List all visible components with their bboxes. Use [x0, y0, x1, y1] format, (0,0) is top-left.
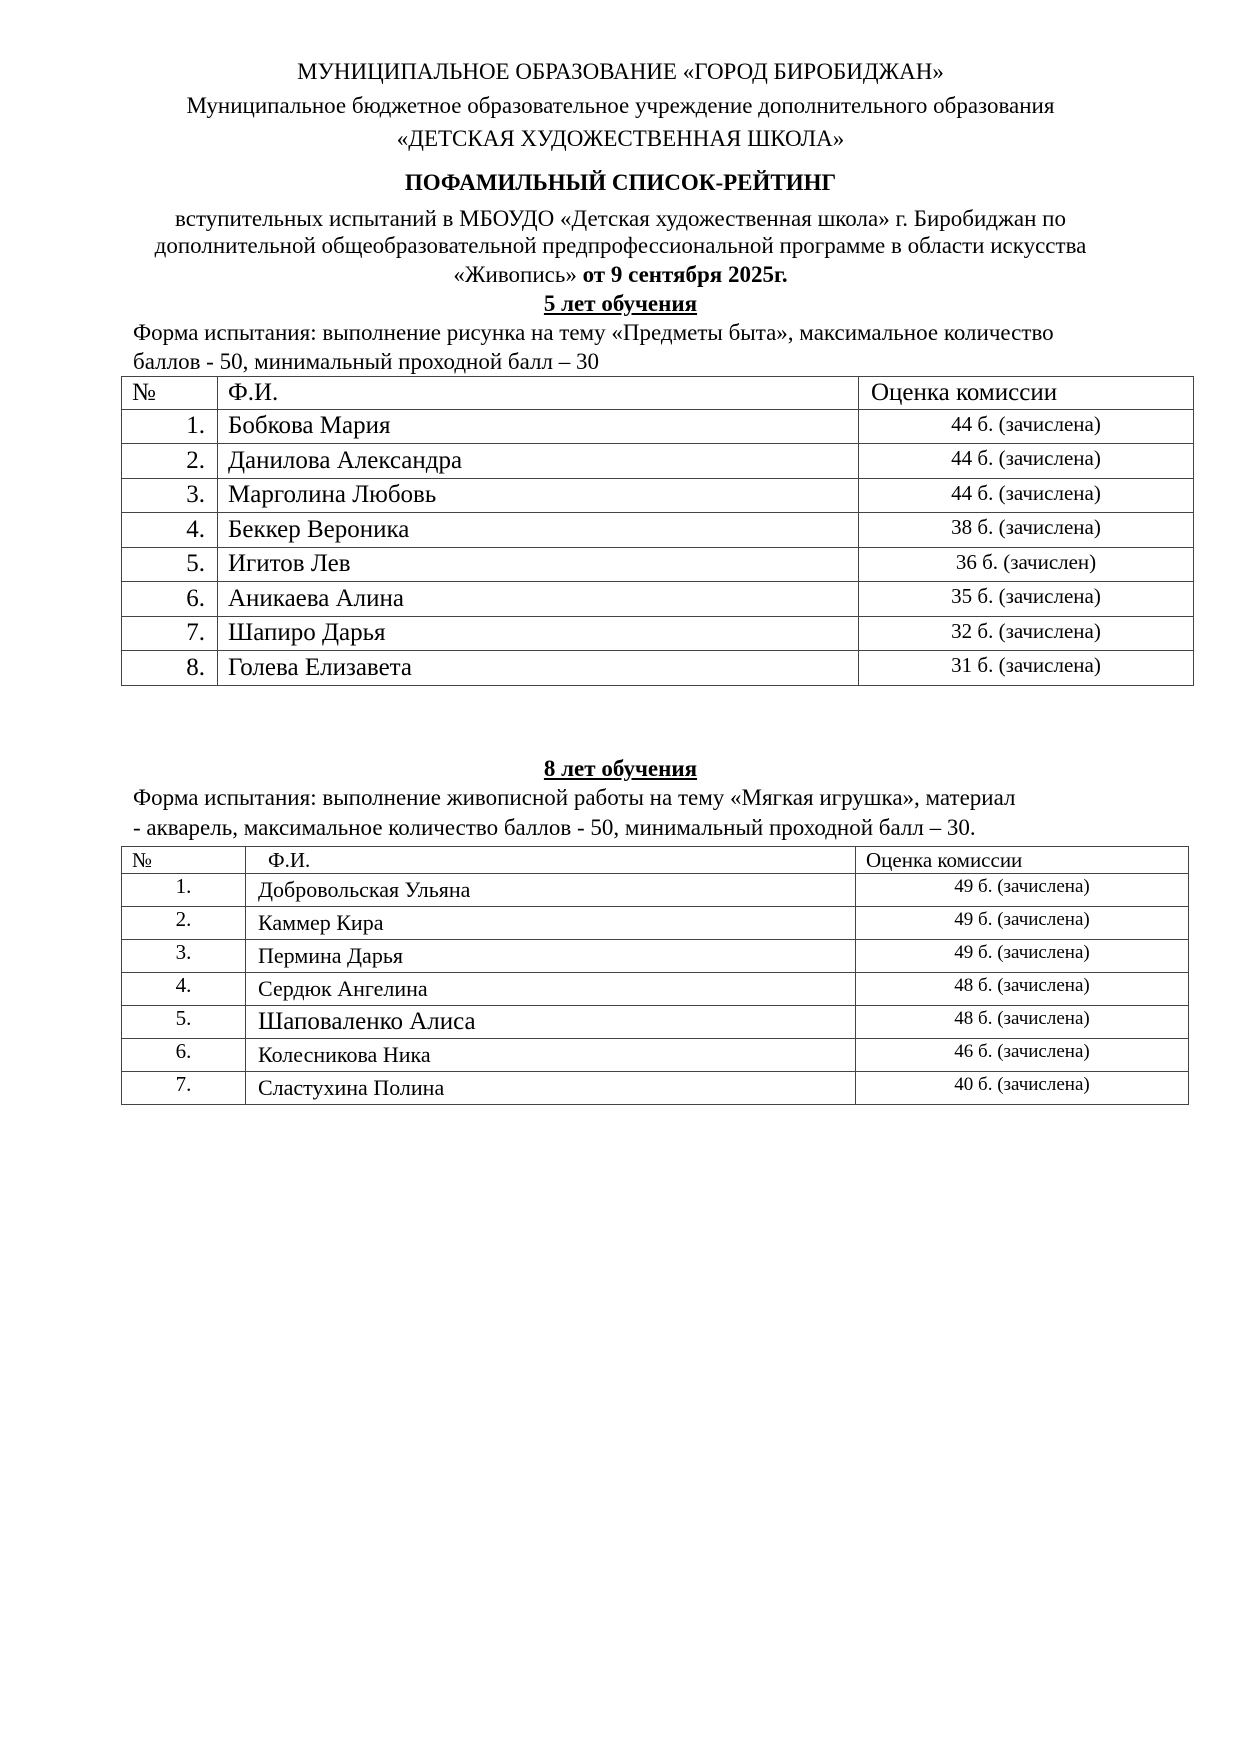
student-name: Игитов Лев: [218, 547, 859, 582]
student-score: 46 б. (зачислена): [856, 1039, 1189, 1072]
section-2-form-line-1: Форма испытания: выполнение живописной работы на тему «Мягкая игрушка», материал: [133, 785, 1016, 810]
table-row: [122, 444, 1194, 479]
student-name: Пермина Дарья: [246, 940, 856, 973]
table-row: [122, 1006, 1189, 1039]
document-title: ПОФАМИЛЬНЫЙ СПИСОК-РЕЙТИНГ: [404, 170, 837, 195]
student-score: 48 б. (зачислена): [856, 1006, 1189, 1039]
student-name: Сластухина Полина: [246, 1072, 856, 1105]
row-number: 5.: [122, 1006, 246, 1039]
table-header-row: [122, 847, 1189, 874]
table-row: [122, 582, 1194, 617]
section-1-heading: 5 лет обучения: [543, 291, 698, 316]
table-row: [122, 651, 1194, 686]
school-name: «ДЕТСКАЯ ХУДОЖЕСТВЕННАЯ ШКОЛА»: [396, 126, 845, 151]
student-name: Сердюк Ангелина: [246, 973, 856, 1006]
intro-line-1: вступительных испытаний в МБОУДО «Детская художественная школа» г. Биробиджан по: [175, 206, 1066, 231]
table-row: [122, 1072, 1189, 1105]
section-1-form-line-1: Форма испытания: выполнение рисунка на тему «Предметы быта», максимальное количество: [133, 320, 1054, 345]
intro-line-3: [0, 262, 1241, 288]
column-header-number: №: [122, 377, 218, 410]
student-score: 44 б. (зачислена): [859, 478, 1194, 513]
student-score: 49 б. (зачислена): [856, 874, 1189, 907]
student-name: Голева Елизавета: [218, 651, 859, 686]
student-name: Колесникова Ника: [246, 1039, 856, 1072]
column-header-score: Оценка комиссии: [859, 377, 1194, 410]
exam-date: от 9 сентября 2025г.: [582, 262, 788, 287]
table-row: [122, 478, 1194, 513]
municipality-header: МУНИЦИПАЛЬНОЕ ОБРАЗОВАНИЕ «ГОРОД БИРОБИДЖАН»: [297, 59, 944, 84]
table-row: [122, 616, 1194, 651]
row-number: 8.: [122, 651, 218, 686]
row-number: 4.: [122, 973, 246, 1006]
row-number: 6.: [122, 1039, 246, 1072]
row-number: 2.: [122, 444, 218, 479]
table-row: [122, 973, 1189, 1006]
program-name: «Живопись»: [453, 262, 583, 287]
table-row: [122, 409, 1194, 444]
student-score: 35 б. (зачислена): [859, 582, 1194, 617]
row-number: 1.: [122, 874, 246, 907]
row-number: 4.: [122, 513, 218, 548]
column-header-score: Оценка комиссии: [856, 847, 1189, 874]
student-name: Шаповаленко Алиса: [246, 1006, 856, 1039]
student-name: Добровольская Ульяна: [246, 874, 856, 907]
student-name: Марголина Любовь: [218, 478, 859, 513]
student-name: Шапиро Дарья: [218, 616, 859, 651]
student-score: 40 б. (зачислена): [856, 1072, 1189, 1105]
student-score: 44 б. (зачислена): [859, 444, 1194, 479]
row-number: 1.: [122, 409, 218, 444]
table-row: [122, 940, 1189, 973]
table-row: [122, 1039, 1189, 1072]
row-number: 7.: [122, 1072, 246, 1105]
row-number: 3.: [122, 940, 246, 973]
row-number: 3.: [122, 478, 218, 513]
student-name: Беккер Вероника: [218, 513, 859, 548]
institution-name: Муниципальное бюджетное образовательное учреждение дополнительного образования: [186, 93, 1055, 118]
table-row: [122, 547, 1194, 582]
student-score: 38 б. (зачислена): [859, 513, 1194, 548]
table-row: [122, 907, 1189, 940]
column-header-number: №: [122, 847, 246, 874]
student-score: 48 б. (зачислена): [856, 973, 1189, 1006]
table-row: [122, 874, 1189, 907]
column-header-name: Ф.И.: [218, 377, 859, 410]
row-number: 6.: [122, 582, 218, 617]
student-name: Данилова Александра: [218, 444, 859, 479]
section-1-form-line-2: баллов - 50, минимальный проходной балл – 30: [133, 349, 599, 374]
table-row: [122, 513, 1194, 548]
row-number: 5.: [122, 547, 218, 582]
student-score: 31 б. (зачислена): [859, 651, 1194, 686]
rating-table-5-years: [121, 376, 1194, 686]
table-header-row: [122, 377, 1194, 410]
section-2-heading: 8 лет обучения: [543, 756, 698, 781]
student-score: 44 б. (зачислена): [859, 409, 1194, 444]
student-score: 32 б. (зачислена): [859, 616, 1194, 651]
student-score: 49 б. (зачислена): [856, 907, 1189, 940]
student-name: Бобкова Мария: [218, 409, 859, 444]
student-score: 36 б. (зачислен): [859, 547, 1194, 582]
column-header-name: Ф.И.: [246, 847, 856, 874]
section-2-form-line-2: - акварель, максимальное количество баллов - 50, минимальный проходной балл – 30.: [133, 815, 976, 840]
intro-line-2: дополнительной общеобразовательной предпрофессиональной программе в области искусства: [154, 233, 1087, 258]
row-number: 7.: [122, 616, 218, 651]
rating-table-8-years: [121, 846, 1189, 1105]
student-name: Каммер Кира: [246, 907, 856, 940]
student-name: Аникаева Алина: [218, 582, 859, 617]
row-number: 2.: [122, 907, 246, 940]
student-score: 49 б. (зачислена): [856, 940, 1189, 973]
